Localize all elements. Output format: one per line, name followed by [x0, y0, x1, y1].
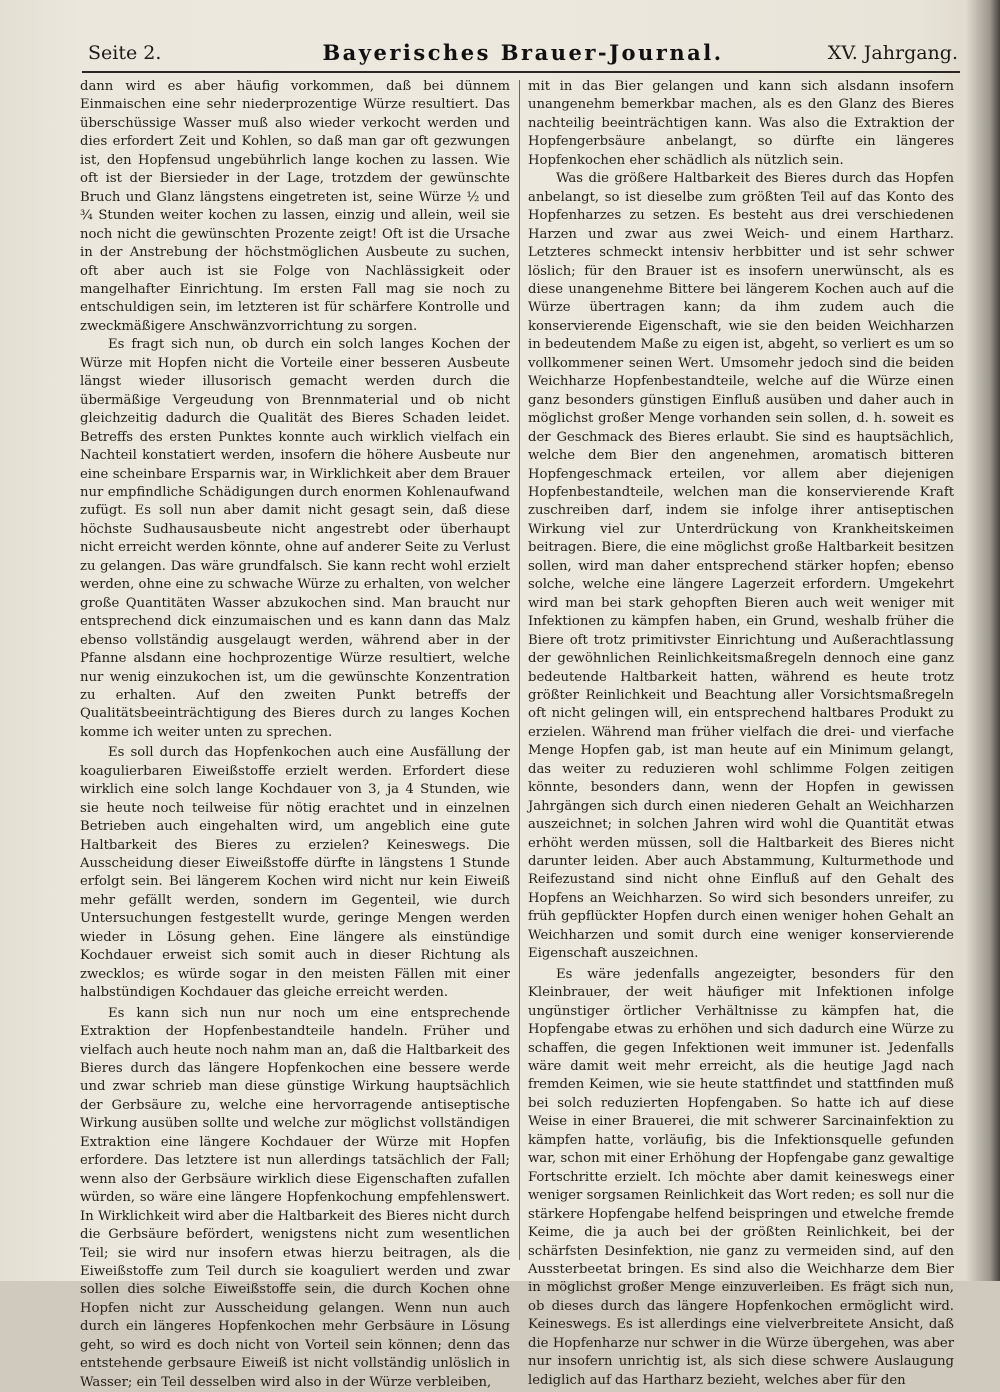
header-rule [82, 71, 960, 73]
paragraph: dann wird es aber häufig vorkommen, daß bei dünnem Einmaischen eine sehr niederprozentige Würze resultiert. Das überschüssige Wasser muß also wieder verkocht werden und dies erfordert Zeit und Kohlen, so daß man gar oft gezwungen ist, den Hopfensud ungebührlich lange kochen zu lassen. Wie oft ist der Biersieder in der Lage, trotzdem der gewünschte Bruch und Glanz längstens eingetreten ist, seine Würze ½ und ¾ Stunden weiter kochen zu lassen, einzig und allein, weil sie noch nicht die gewünschten Prozente zeigt! Oft ist die Ursache in der Anstrebung der höchstmöglichen Ausbeute zu suchen, oft aber auch ist sie Folge von Nachlässigkeit oder mangelhafter Einrichtung. Im ersten Fall mag sie noch zu entschuldigen sein, im letzteren ist für schärfere Kontrolle und zweckmäßigere Anschwänzvorrichtung zu sorgen. [80, 79, 510, 334]
paragraph: Es fragt sich nun, ob durch ein solch langes Kochen der Würze mit Hopfen nicht die Vorteile einer besseren Ausbeute längst wieder illusorisch gemacht werden durch die übermäßige Vergeudung von Brennmaterial und ob nicht gleichzeitig dadurch die Qualität des Bieres Schaden leidet. Betreffs des ersten Punktes konnte auch wirklich vielfach ein Nachteil konstatiert werden, insofern die höhere Ausbeute nur eine scheinbare Ersparnis war, in Wirklichkeit aber dem Brauer nur empfindliche Schädigungen durch enormen Kohlenaufwand zufügt. Es soll nun aber damit nicht gesagt sein, daß diese höchste Sudhausausbeute nicht angestrebt oder überhaupt nicht erreicht werden könnte, ohne auf anderer Seite zu Verlust zu gelangen. Das wäre grundfalsch. Sie kann recht wohl erzielt werden, ohne eine zu schwache Würze zu erhalten, von welcher große Quantitäten Wasser abzukochen sind. Man braucht nur entsprechend dick einzumaischen und es kann dann das Malz ebenso vollständig ausgelaugt werden, während aber in der Pfanne alsdann eine hochprozentige Würze resultiert, welche nur wenig einzukochen ist, um die gewünschte Konzentration zu erhalten. Auf den zweiten Punkt betreffs der Qualitätsbeeinträchtigung des Bieres durch zu langes Kochen komme ich weiter unten zu sprechen. [80, 337, 510, 740]
left-column [80, 78, 510, 1392]
column-divider [519, 80, 520, 1260]
journal-title: Bayerisches Brauer-Journal. [322, 40, 724, 65]
paragraph: mit in das Bier gelangen und kann sich alsdann insofern unangenehm bemerkbar machen, als es den Glanz des Bieres nachteilig beeinträchtigen kann. Was also die Extraktion der Hopfengerbsäure anbelangt, so dürfte ein längeres Hopfenkochen eher schädlich als nützlich sein. [528, 79, 954, 168]
paragraph: Es kann sich nun nur noch um eine entsprechende Extraktion der Hopfenbestandteile handeln. Früher und vielfach auch heute noch nahm man an, daß die Haltbarkeit des Bieres durch das längere Hopfenkochen eine bessere werde und zwar schrieb man diese günstige Wirkung hauptsächlich der Gerbsäure zu, welche eine hervorragende antiseptische Wirkung ausüben sollte und welche zur möglichst vollständigen Extraktion eine längere Kochdauer der Würze mit Hopfen erfordere. Das letztere ist nun allerdings tatsächlich der Fall; wenn also der Gerbsäure wirklich diese Eigenschaften zufallen würden, so wäre eine längere Hopfenkochung empfehlenswert. In Wirklichkeit wird aber die Haltbarkeit des Bieres nicht durch die Gerbsäure befördert, wenigstens nicht zum wesentlichen Teil; sie wird nur insofern etwas hierzu beitragen, als die Eiweißstoffe zum Teil durch sie koaguliert werden und zwar sollen dies solche Eiweißstoffe sein, die durch Kochen ohne Hopfen nicht zur Ausscheidung gelangen. Wenn nun auch durch ein längeres Hopfenkochen mehr Gerbsäure in Lösung geht, so wird es doch nicht von Vorteil sein können; denn das entstehende gerbsaure Eiweiß ist nicht vollständig unlöslich in Wasser; ein Teil desselben wird also in der Würze verbleiben, [80, 1005, 510, 1390]
paragraph: Es wäre jedenfalls angezeigter, besonders für den Kleinbrauer, der weit häufiger mit Infektionen infolge ungünstiger örtlicher Verhältnisse zu kämpfen hat, die Hopfengabe etwas zu erhöhen und sich dadurch eine Würze zu schaffen, die gegen Infektionen weit immuner ist. Jedenfalls wäre damit weit mehr erreicht, als die heutige Jagd nach fremden Keimen, wie sie heute stattfindet und stattfinden muß bei solch reduzierten Hopfengaben. So hatte ich auf diese Weise in einer Brauerei, die mit schwerer Sarcinainfektion zu kämpfen hatte, vorläufig, bis die Infektionsquelle gefunden war, schon mit einer Erhöhung der Hopfengabe ganz gewaltige Fortschritte erzielt. Ich möchte aber damit keineswegs einer weniger sorgsamen Reinlichkeit das Wort reden; es soll nur die stärkere Hopfengabe helfend beispringen und etwelche fremde Keime, die ja auch bei der größten Reinlichkeit, bei der schärfsten Desinfektion, nie ganz zu vermeiden sind, auf den Aussterbeetat bringen. Es sind also die Weichharze dem Bier in möglichst großer Menge einzuverleiben. Es frägt sich nun, ob dieses durch das längere Hopfenkochen ermöglicht wird. Keineswegs. Es ist allerdings eine vielverbreitete Ansicht, daß die Hopfenharze nur schwer in die Würze übergehen, was aber nur insofern unrichtig ist, als sich diese schwere Auslaugung lediglich auf das Hartharz bezieht, welches aber für den [528, 966, 954, 1388]
paragraph: Was die größere Haltbarkeit des Bieres durch das Hopfen anbelangt, so ist dieselbe zum größten Teil auf das Konto des Hopfenharzes zu setzen. Es besteht aus drei verschiedenen Harzen und zwar aus zwei Weich- und einem Hartharz. Letzteres schmeckt intensiv herbbitter und ist sehr schwer löslich; für den Brauer ist es insofern unerwünscht, als es diese unangenehme Bittere bei längerem Kochen auch auf die Würze übertragen kann; da ihm zudem auch die konservierende Eigenschaft, wie sie den beiden Weichharzen in bedeutendem Maße zu eigen ist, abgeht, so verliert es um so vollkommener seinen Wert. Umsomehr jedoch sind die beiden Weichharze Hopfenbestandteile, welche auf die Würze einen ganz besonders günstigen Einfluß ausüben und daher auch in möglichst großer Menge vorhanden sein sollen, d. h. soweit es der Geschmack des Bieres erlaubt. Sie sind es hauptsächlich, welche dem Bier den angenehmen, aromatisch bitteren Hopfengeschmack erteilen, vor allem aber diejenigen Hopfenbestandteile, welchen man die konservierende Kraft zuschreiben darf, indem sie infolge ihrer antiseptischen Wirkung viel zur Unterdrückung von Krankheitskeimen beitragen. Biere, die eine möglichst große Haltbarkeit besitzen sollen, wird man daher entsprechend stärker hopfen; ebenso solche, welche eine längere Lagerzeit erfordern. Umgekehrt wird man bei stark gehopften Bieren auch weit weniger mit Infektionen zu kämpfen haben, ein Grund, weshalb früher die Biere oft trotz primitivster Einrichtung und Außerachtlassung der gewöhnlichen Reinlichkeitsmaßregeln dennoch eine ganz bedeutende Haltbarkeit hatten, während es heute trotz größter Reinlichkeit und Beachtung aller Vorsichtsmaßregeln oft nicht gelingen will, ein entsprechend haltbares Produkt zu erzielen. Während man früher vielfach die drei- und vierfache Menge Hopfen gab, ist man heute auf ein Minimum gelangt, das weiter zu reduzieren wohl schlimme Folgen zeitigen könnte, besonders dann, wenn der Hopfen in gewissen Jahrgängen sich durch einen niederen Gehalt an Weichharzen auszeichnet; in solchen Jahren wird wohl die Quantität etwas erhöht werden müssen, soll die Haltbarkeit des Bieres nicht darunter leiden. Aber auch Abstammung, Kulturmethode und Reifezustand sind nicht ohne Einfluß auf den Gehalt des Hopfens an Weichharzen. So wird sich besonders unreifer, zu früh gepflückter Hopfen durch einen weniger hohen Gehalt an Weichharzen und somit durch eine weniger konservierende Eigenschaft auszeichnen. [528, 171, 954, 962]
page-number: Seite 2. [88, 42, 162, 64]
volume-label: XV. Jahrgang. [827, 42, 958, 64]
right-column [528, 78, 954, 1390]
binding-shadow [966, 0, 1000, 1281]
paragraph: Es soll durch das Hopfenkochen auch eine Ausfällung der koagulierbaren Eiweißstoffe erzielt werden. Erfordert diese wirklich eine solch lange Kochdauer von 3, ja 4 Stunden, wie sie heute noch teilweise für nötig erachtet und in einzelnen Betrieben auch eingehalten wird, um angeblich eine gute Haltbarkeit des Bieres zu erzielen? Keineswegs. Die Ausscheidung dieser Eiweißstoffe dürfte in längstens 1 Stunde erfolgt sein. Bei längerem Kochen wird nicht nur kein Eiweiß mehr gefällt werden, sondern im Gegenteil, wie durch Untersuchungen festgestellt wurde, geringe Mengen werden wieder in Lösung gehen. Eine längere als einstündige Kochdauer erweist sich somit auch in dieser Richtung als zwecklos; es würde sogar in den meisten Fällen mit einer halbstündigen Kochdauer das gleiche erreicht werden. [80, 745, 510, 1001]
running-header [88, 38, 958, 70]
